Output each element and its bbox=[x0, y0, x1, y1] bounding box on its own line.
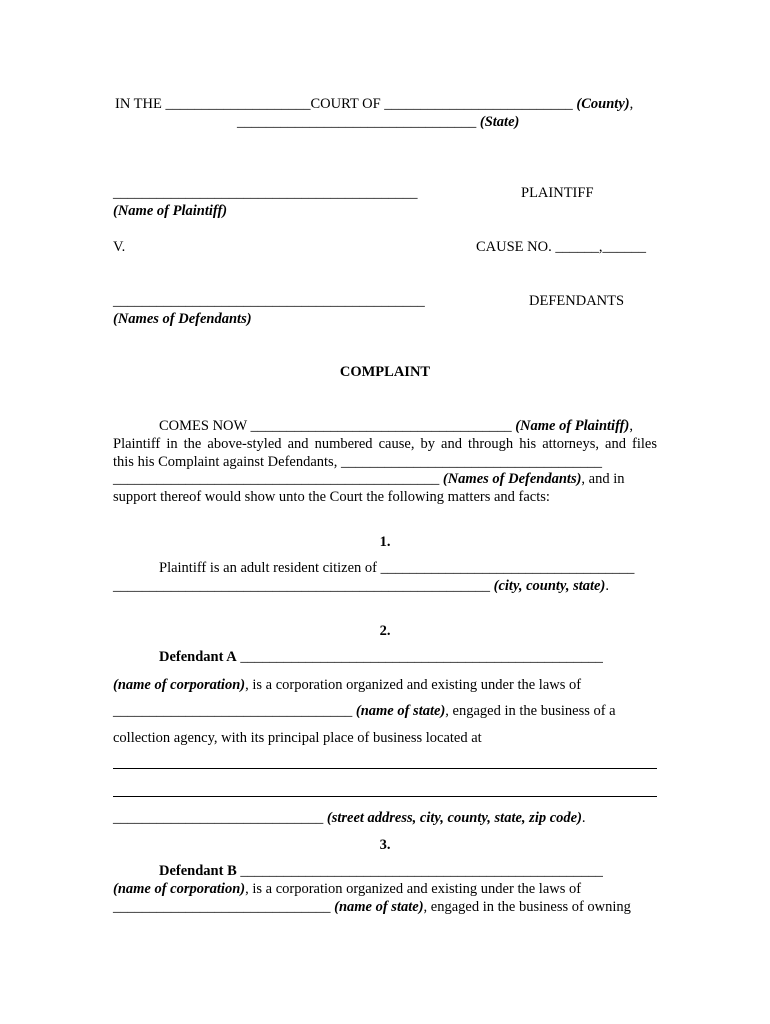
defendant-b-state-blank: ______________________________ bbox=[113, 899, 331, 915]
defendants-name-blank: ___________________________________________ bbox=[113, 293, 425, 309]
county-blank: __________________________ bbox=[384, 96, 573, 112]
plaintiff-label: PLAINTIFF bbox=[521, 185, 594, 201]
defendant-a-state-text: , engaged in the business of a bbox=[445, 703, 616, 719]
section-number-3: 3. bbox=[379, 837, 391, 853]
intro-defendants-blank-2: _____________________________________________ bbox=[113, 471, 440, 487]
residence-blank-2: ____________________________________________________ bbox=[113, 578, 490, 594]
defendant-b-state-text: , engaged in the business of owning bbox=[423, 899, 631, 915]
section3-corp-line bbox=[113, 880, 581, 898]
defendant-a-state-hint: (name of state) bbox=[355, 703, 446, 719]
defendant-a-label: Defendant A bbox=[159, 649, 237, 665]
court-name-blank: ____________________ bbox=[165, 96, 311, 112]
intro-line3 bbox=[113, 453, 602, 471]
section3-state-line bbox=[113, 898, 631, 916]
defendants-label: DEFENDANTS bbox=[529, 293, 625, 309]
residence-blank: ___________________________________ bbox=[380, 560, 635, 576]
intro-line1-suffix: , bbox=[629, 418, 633, 434]
defendant-b-state-hint: (name of state) bbox=[334, 899, 424, 915]
intro-defendants-blank: ____________________________________ bbox=[340, 454, 602, 470]
defendant-a-state-blank: _________________________________ bbox=[113, 703, 353, 719]
state-hint: (State) bbox=[479, 114, 520, 130]
section1-line2 bbox=[113, 577, 609, 595]
section2-corp-line bbox=[113, 676, 581, 694]
defendant-b-corp-text: , is a corporation organized and existing under the laws of bbox=[245, 881, 582, 897]
address-line-2 bbox=[113, 796, 657, 797]
intro-defendants-hint: (Names of Defendants) bbox=[442, 471, 582, 487]
versus-text: V. bbox=[113, 239, 126, 255]
cause-number: CAUSE NO. ______,______ bbox=[476, 239, 646, 255]
county-hint: (County) bbox=[576, 96, 630, 112]
intro-line5: support thereof would show unto the Court the following matters and facts: bbox=[113, 489, 550, 505]
court-caption-line1 bbox=[115, 95, 633, 113]
section-number-2: 2. bbox=[379, 623, 391, 639]
address-line-1 bbox=[113, 768, 657, 769]
defendant-b-label: Defendant B bbox=[159, 863, 237, 879]
resident-text: Plaintiff is an adult resident citizen of bbox=[159, 560, 377, 576]
section1-period: . bbox=[605, 578, 609, 594]
section2-state-line bbox=[113, 702, 616, 720]
intro-plaintiff-blank: ____________________________________ bbox=[250, 418, 512, 434]
state-blank: _________________________________ bbox=[237, 114, 477, 130]
intro-line4 bbox=[113, 470, 625, 488]
defendants-name-hint: (Names of Defendants) bbox=[113, 311, 252, 327]
section2-defendant-line bbox=[159, 648, 603, 666]
court-caption-line2 bbox=[237, 113, 519, 131]
intro-line2: Plaintiff in the above-styled and numbered cause, by and through his attorneys, and files bbox=[113, 436, 657, 452]
defendant-a-blank: __________________________________________________ bbox=[240, 649, 603, 665]
section-number-1: 1. bbox=[379, 534, 391, 550]
defendant-a-business-text: collection agency, with its principal place of business located at bbox=[113, 730, 482, 746]
document-title: COMPLAINT bbox=[339, 364, 431, 380]
address-hint: (street address, city, county, state, zip code) bbox=[326, 810, 582, 826]
plaintiff-name-blank: __________________________________________ bbox=[113, 185, 418, 201]
defendant-b-corp-hint: (name of corporation) bbox=[113, 881, 246, 897]
section3-defendant-line bbox=[159, 862, 603, 880]
county-comma: , bbox=[629, 96, 634, 112]
section2-address-line bbox=[113, 809, 586, 827]
intro-against-text: this his Complaint against Defendants, bbox=[113, 454, 338, 470]
defendant-b-blank: __________________________________________________ bbox=[240, 863, 603, 879]
court-prefix: IN THE bbox=[115, 96, 162, 112]
section1-line1 bbox=[159, 559, 634, 577]
comes-now-text: COMES NOW bbox=[159, 418, 247, 434]
defendant-a-corp-hint: (name of corporation) bbox=[113, 677, 246, 693]
plaintiff-name-hint: (Name of Plaintiff) bbox=[113, 203, 228, 219]
address-blank: _____________________________ bbox=[113, 810, 324, 826]
section2-period: . bbox=[581, 810, 586, 826]
intro-plaintiff-hint: (Name of Plaintiff) bbox=[515, 418, 630, 434]
intro-line1 bbox=[159, 417, 633, 435]
intro-line4-suffix: , and in bbox=[581, 471, 625, 487]
court-of-text: COURT OF bbox=[310, 96, 381, 112]
defendant-a-corp-text: , is a corporation organized and existing under the laws of bbox=[245, 677, 582, 693]
residence-hint: (city, county, state) bbox=[493, 578, 606, 594]
